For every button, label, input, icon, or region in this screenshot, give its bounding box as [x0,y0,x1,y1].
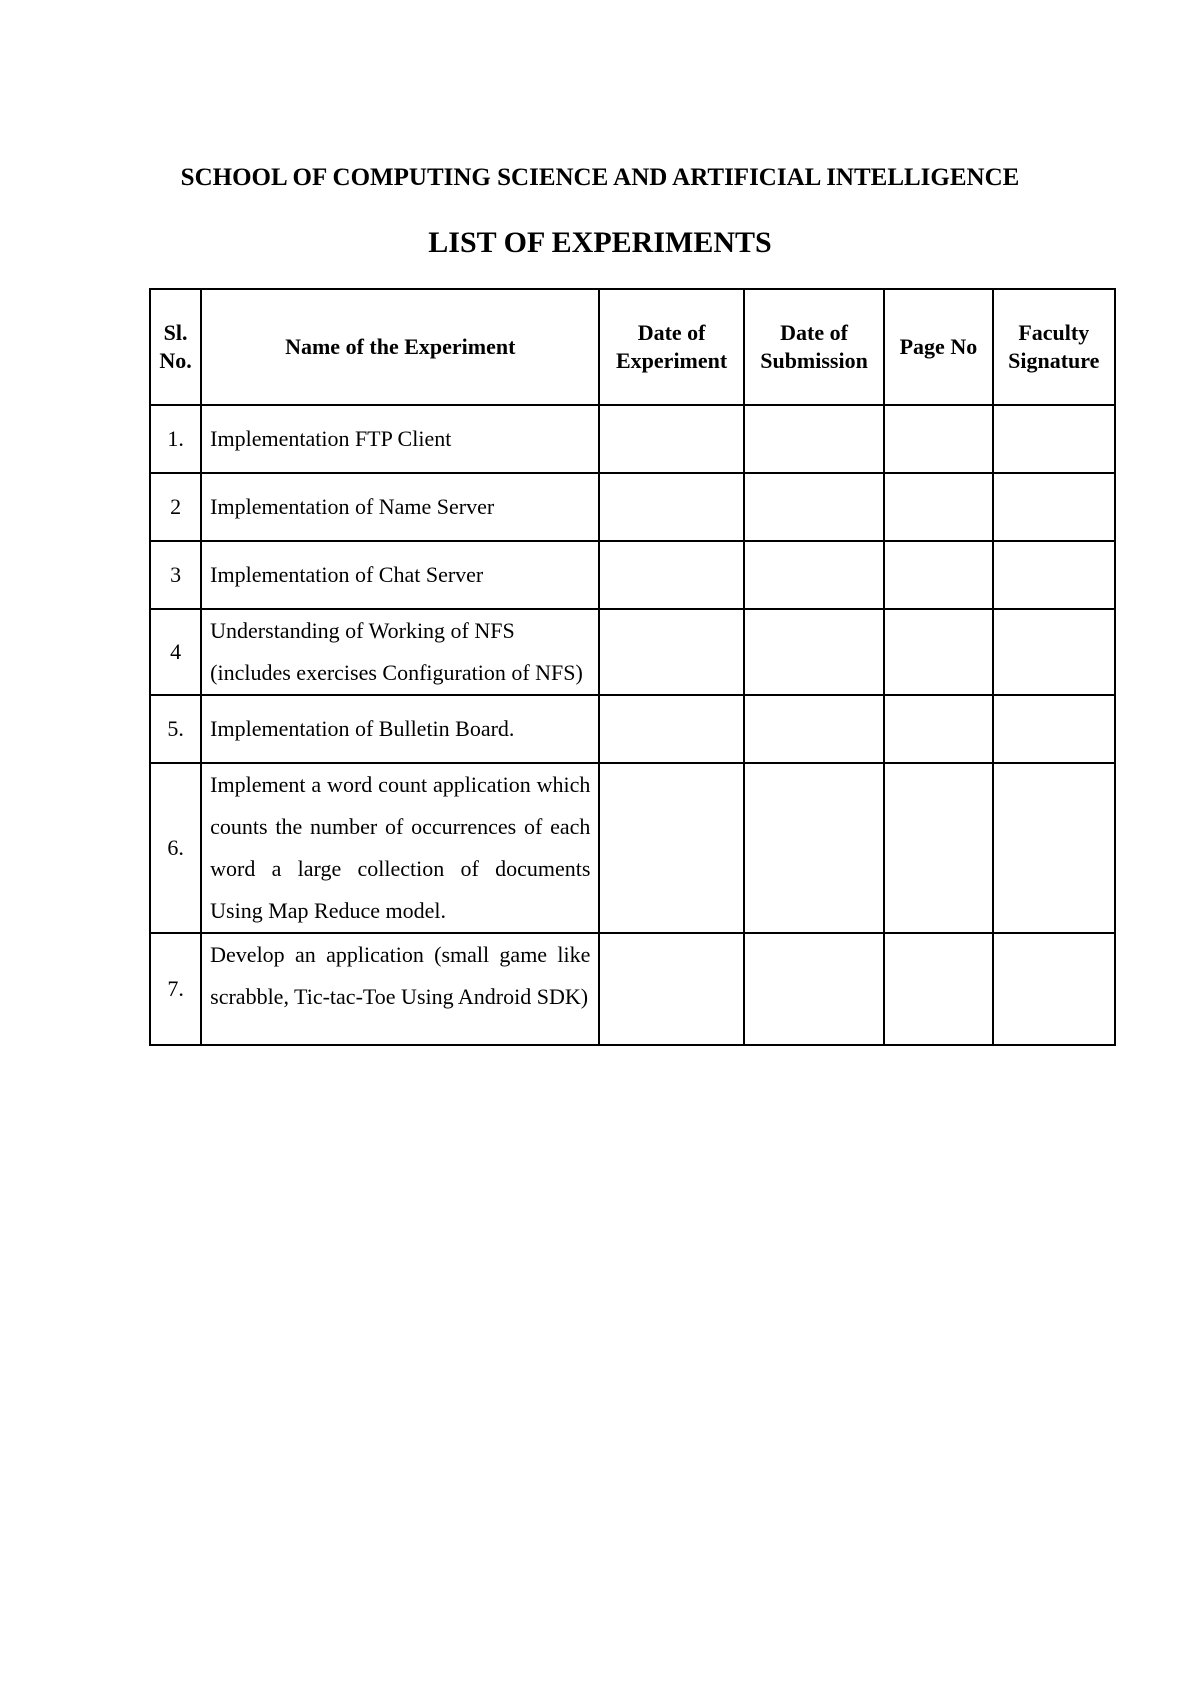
table-row [150,541,1115,609]
row-page-no-cell [884,541,992,609]
row-page-no-cell [884,933,992,1045]
school-title: SCHOOL OF COMPUTING SCIENCE AND ARTIFICIAL INTELLIGENCE [180,164,1020,191]
row-faculty-signature-cell [993,405,1115,473]
column-header-faculty-signature-line1: Faculty [1018,320,1090,345]
column-header-name: Name of the Experiment [201,289,599,405]
row-sl-no: 3 [150,541,201,609]
row-experiment-name: Understanding of Working of NFS (includes exercises Configuration of NFS) [201,609,599,695]
row-faculty-signature-cell [993,609,1115,695]
row-page-no-cell [884,405,992,473]
row-date-of-submission-cell [744,541,884,609]
row-page-no-cell [884,695,992,763]
row-experiment-name: Implementation of Bulletin Board. [201,695,599,763]
row-sl-no: 6. [150,763,201,933]
column-header-sl-no-line2: No. [159,348,192,373]
column-header-page-no: Page No [884,289,992,405]
column-header-date-of-experiment-line1: Date of [637,320,706,345]
row-date-of-experiment-cell [599,541,743,609]
row-date-of-experiment-cell [599,405,743,473]
table-header-row [150,289,1115,405]
row-date-of-experiment-cell [599,763,743,933]
column-header-date-of-submission [744,289,884,405]
row-date-of-submission-cell [744,763,884,933]
row-sl-no: 1. [150,405,201,473]
row-date-of-experiment-cell [599,695,743,763]
row-sl-no: 7. [150,933,201,1045]
column-header-sl-no [150,289,201,405]
table-row [150,933,1115,1045]
row-faculty-signature-cell [993,473,1115,541]
row-faculty-signature-cell [993,763,1115,933]
row-date-of-submission-cell [744,933,884,1045]
row-sl-no: 2 [150,473,201,541]
column-header-faculty-signature [993,289,1115,405]
table-row [150,695,1115,763]
column-header-date-of-experiment [599,289,743,405]
table-row [150,473,1115,541]
column-header-faculty-signature-line2: Signature [1008,348,1100,373]
row-experiment-name: Implementation FTP Client [201,405,599,473]
column-header-sl-no-line1: Sl. [163,320,188,345]
row-date-of-submission-cell [744,473,884,541]
row-page-no-cell [884,609,992,695]
row-experiment-name: Implementation of Name Server [201,473,599,541]
column-header-date-of-submission-line1: Date of [780,320,848,345]
table-row [150,405,1115,473]
row-page-no-cell [884,473,992,541]
row-date-of-experiment-cell [599,473,743,541]
row-date-of-experiment-cell [599,609,743,695]
row-date-of-submission-cell [744,695,884,763]
row-experiment-name: Develop an application (small game like scrabble, Tic-tac-Toe Using Android SDK) [201,933,599,1045]
row-sl-no: 5. [150,695,201,763]
experiments-table [149,288,1116,1046]
column-header-date-of-submission-line2: Submission [760,348,868,373]
row-date-of-submission-cell [744,609,884,695]
row-date-of-experiment-cell [599,933,743,1045]
row-faculty-signature-cell [993,541,1115,609]
row-experiment-name: Implementation of Chat Server [201,541,599,609]
row-experiment-name: Implement a word count application which counts the number of occurrences of each word a large collection of documents Using Map Reduce model. [201,763,599,933]
table-row [150,609,1115,695]
row-date-of-submission-cell [744,405,884,473]
row-faculty-signature-cell [993,933,1115,1045]
row-faculty-signature-cell [993,695,1115,763]
table-row [150,763,1115,933]
row-page-no-cell [884,763,992,933]
page-title: LIST OF EXPERIMENTS [428,226,772,259]
column-header-date-of-experiment-line2: Experiment [616,348,728,373]
row-sl-no: 4 [150,609,201,695]
